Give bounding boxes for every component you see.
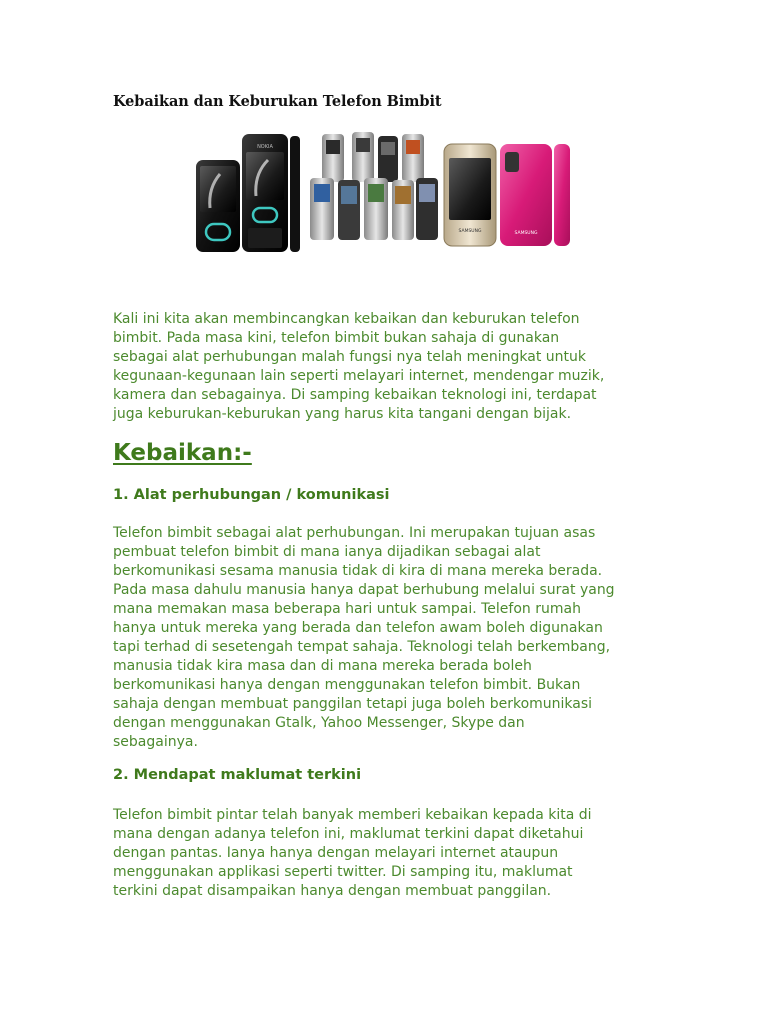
- phone-side-profile: [290, 136, 300, 252]
- section-heading-kebaikan: Kebaikan:-: [113, 440, 252, 466]
- document-title: Kebaikan dan Keburukan Telefon Bimbit: [113, 93, 442, 110]
- feature-phones-cluster: [310, 132, 438, 240]
- nokia-phone-2: [242, 134, 288, 252]
- point-paragraph-2: Telefon bimbit pintar telah banyak memberi kebaikan kepada kita di mana dengan adanya telefon ini, maklumat terkini dapat diketahui dengan pantas. Ianya hanya dengan melayari internet ataupun menggunakan applikasi seperti twitter. Di samping itu, maklumat terkini dapat disampaikan hanya dengan membuat panggilan.: [113, 807, 592, 899]
- point-heading-2: 2. Mendapat maklumat terkini: [113, 767, 362, 783]
- point-paragraph-1: Telefon bimbit sebagai alat perhubungan. Ini merupakan tujuan asas pembuat telefon bimbit di mana ianya dijadikan sebagai alat berkomunikasi sesama manusia tidak di kira di mana mereka berada. Pada masa dahulu manusia hanya dapat berhubung melalui surat yang mana memakan masa beberapa hari untuk sampai. Telefon rumah hanya untuk mereka yang berada dan telefon awam boleh digunakan tapi terhad di sesetengah tempat sahaja. Teknologi telah berkembang, manusia tidak kira masa dan di mana mereka berada boleh berkomunikasi hanya dengan menggunakan telefon bimbit. Bukan sahaja dengan membuat panggilan tetapi juga boleh berkomunikasi dengan menggunakan Gtalk, Yahoo Messenger, Skype dan sebagainya.: [113, 525, 615, 750]
- nokia-phone-1: [196, 160, 240, 252]
- samsung-logo-text: SAMSUNG: [458, 229, 482, 234]
- intro-paragraph: Kali ini kita akan membincangkan kebaikan dan keburukan telefon bimbit. Pada masa kini, telefon bimbit bukan sahaja di gunakan sebagai alat perhubungan malah fungsi nya telah meningkat untuk kegunaan-kegunaan lain seperti melayari internet, mendengar muzik, kamera dan sebagainya. Di samping kebaikan teknologi ini, terdapat juga keburukan-keburukan yang harus kita tangani dengan bijak.: [113, 311, 605, 422]
- samsung-phone-silver: [444, 144, 496, 246]
- mobile-phones-image: [190, 128, 578, 258]
- point-heading-1: 1. Alat perhubungan / komunikasi: [113, 487, 390, 503]
- samsung-logo-text-pink: SAMSUNG: [514, 231, 538, 236]
- nokia-logo-text: NOKIA: [257, 144, 273, 150]
- samsung-phone-pink: [500, 144, 570, 246]
